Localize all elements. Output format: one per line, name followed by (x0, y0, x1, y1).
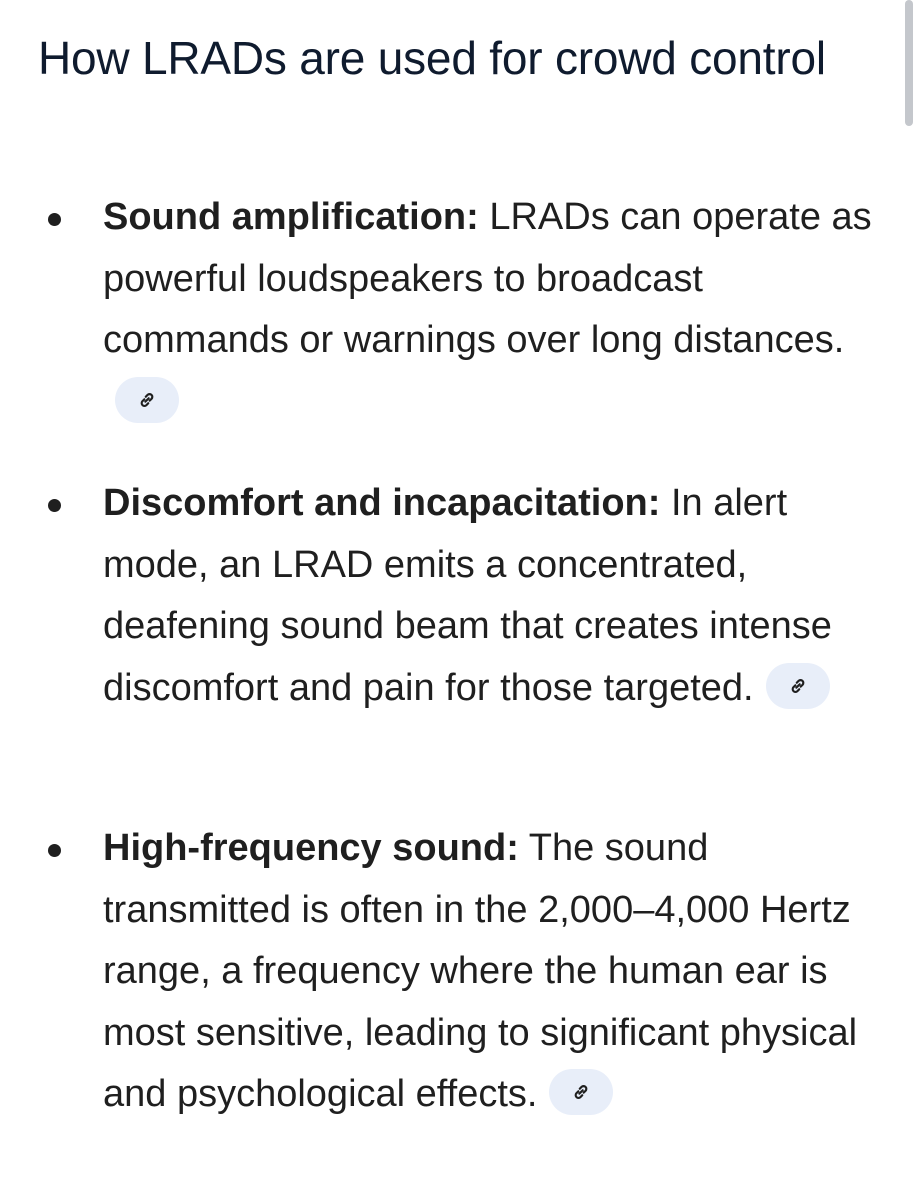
source-link-button[interactable] (115, 377, 179, 423)
link-icon (137, 390, 157, 410)
bullet-dot (48, 844, 61, 857)
item-text: The sound transmitted is often in the 2,000–4,000 Hertz range, a frequency where the human ear is most sensitive, leading to significant physical and psychological effects. (103, 827, 858, 1116)
item-text: LRADs can operate as powerful loudspeakers to broadcast commands or warnings over long distances. (103, 196, 872, 362)
link-icon (788, 676, 808, 696)
list-item (103, 818, 883, 1126)
section-heading: How LRADs are used for crowd control (38, 32, 826, 84)
list-item (103, 473, 883, 719)
item-term: High-frequency sound: (103, 827, 519, 869)
item-term: Sound amplification: (103, 196, 479, 238)
scrollbar-thumb[interactable] (905, 0, 913, 126)
bullet-dot (48, 499, 61, 512)
list-item (103, 187, 883, 433)
bullet-dot (48, 213, 61, 226)
item-text: In alert mode, an LRAD emits a concentrated, deafening sound beam that creates intense discomfort and pain for those targeted. (103, 482, 832, 709)
source-link-button[interactable] (549, 1069, 613, 1115)
link-icon (571, 1082, 591, 1102)
source-link-button[interactable] (766, 663, 830, 709)
item-term: Discomfort and incapacitation: (103, 482, 661, 524)
